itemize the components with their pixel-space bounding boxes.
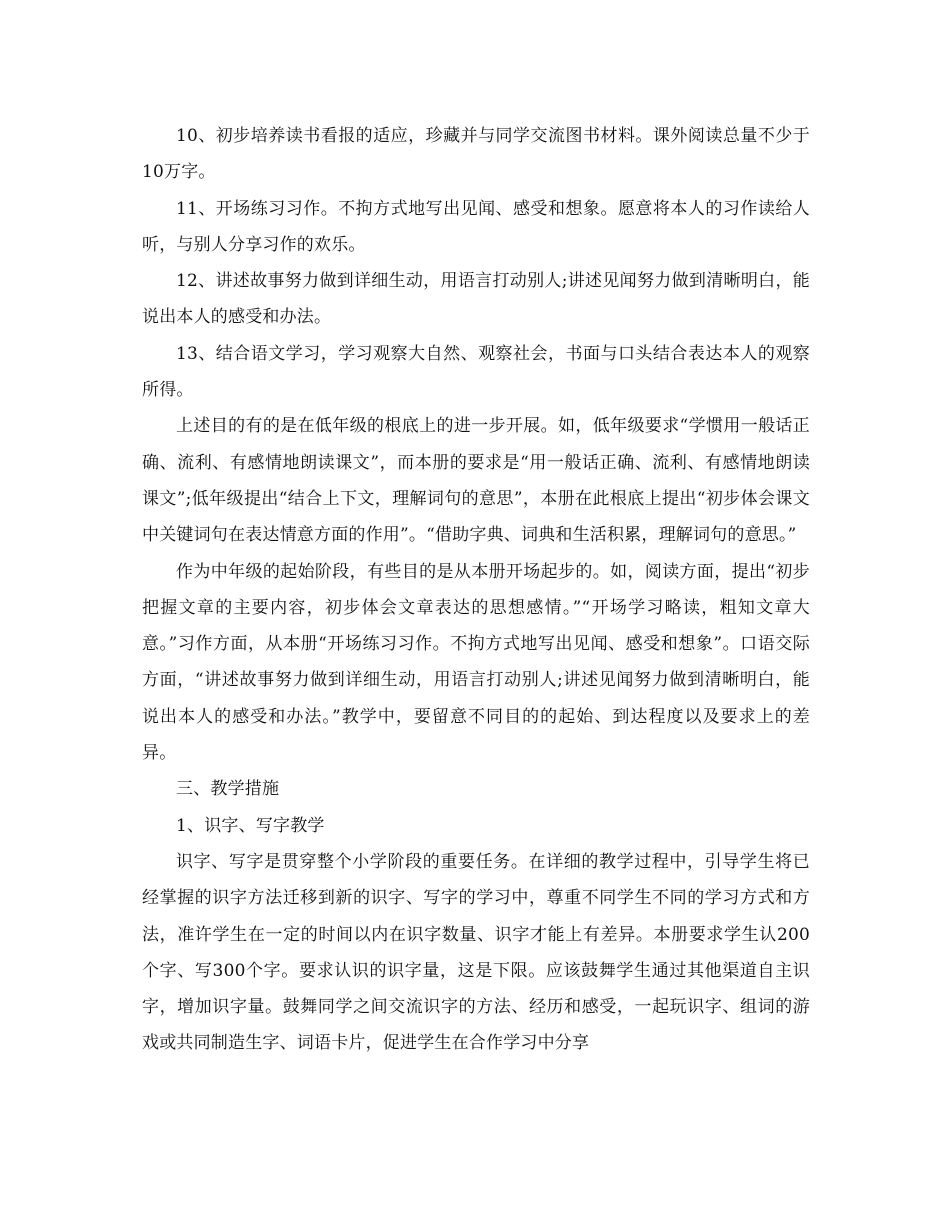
paragraph-goal-11: 11、开场练习习作。不拘方式地写出见闻、感受和想象。愿意将本人的习作读给人听，与别人分享习作的欢乐。 — [142, 198, 810, 255]
paragraph-middle-grade-start: 作为中年级的起始阶段，有些目的是从本册开场起步的。如，阅读方面，提出“初步把握文章的主要内容，初步体会文章表达的思想感情。”“开场学习略读，粗知文章大意。”习作方面，从本册“开场练习习作。不拘方式地写出见闻、感受和想象”。口语交际方面，“讲述故事努力做到详细生动，用语言打动别人;讲述见闻努力做到清晰明白，能说出本人的感受和办法。”教学中，要留意不同目的的起始、到达程度以及要求上的差异。 — [142, 561, 810, 764]
paragraph-goals-progression: 上述目的有的是在低年级的根底上的进一步开展。如，低年级要求“学惯用一般话正确、流利、有感情地朗读课文”，而本册的要求是“用一般话正确、流利、有感情地朗读课文”;低年级提出“结合上下文，理解词句的意思”，本册在此根底上提出“初步体会课文中关键词句在表达情意方面的作用”。“借助字典、词典和生活积累，理解词句的意思。” — [142, 416, 810, 546]
paragraph-literacy-teaching: 识字、写字是贯穿整个小学阶段的重要任务。在详细的教学过程中，引导学生将已经掌握的识字方法迁移到新的识字、写字的学习中，尊重不同学生不同的学习方式和方法，准许学生在一定的时间以内在识字数量、识字才能上有差异。本册要求学生认200个字、写300个字。要求认识的识字量，这是下限。应该鼓舞学生通过其他渠道自主识字，增加识字量。鼓舞同学之间交流识字的方法、经历和感受，一起玩识字、组词的游戏或共同制造生字、词语卡片，促进学生在合作学习中分享 — [142, 851, 810, 1054]
paragraph-goal-10: 10、初步培养读书看报的适应，珍藏并与同学交流图书材料。课外阅读总量不少于10万字。 — [142, 126, 810, 183]
paragraph-goal-12: 12、讲述故事努力做到详细生动，用语言打动别人;讲述见闻努力做到清晰明白，能说出本人的感受和办法。 — [142, 271, 810, 328]
document-body — [142, 118, 810, 1062]
paragraph-goal-13: 13、结合语文学习，学习观察大自然、观察社会，书面与口头结合表达本人的观察所得。 — [142, 343, 810, 401]
subsection-heading-literacy-writing: 1、识字、写字教学 — [176, 815, 325, 836]
section-heading-teaching-measures: 三、教学措施 — [176, 779, 280, 800]
